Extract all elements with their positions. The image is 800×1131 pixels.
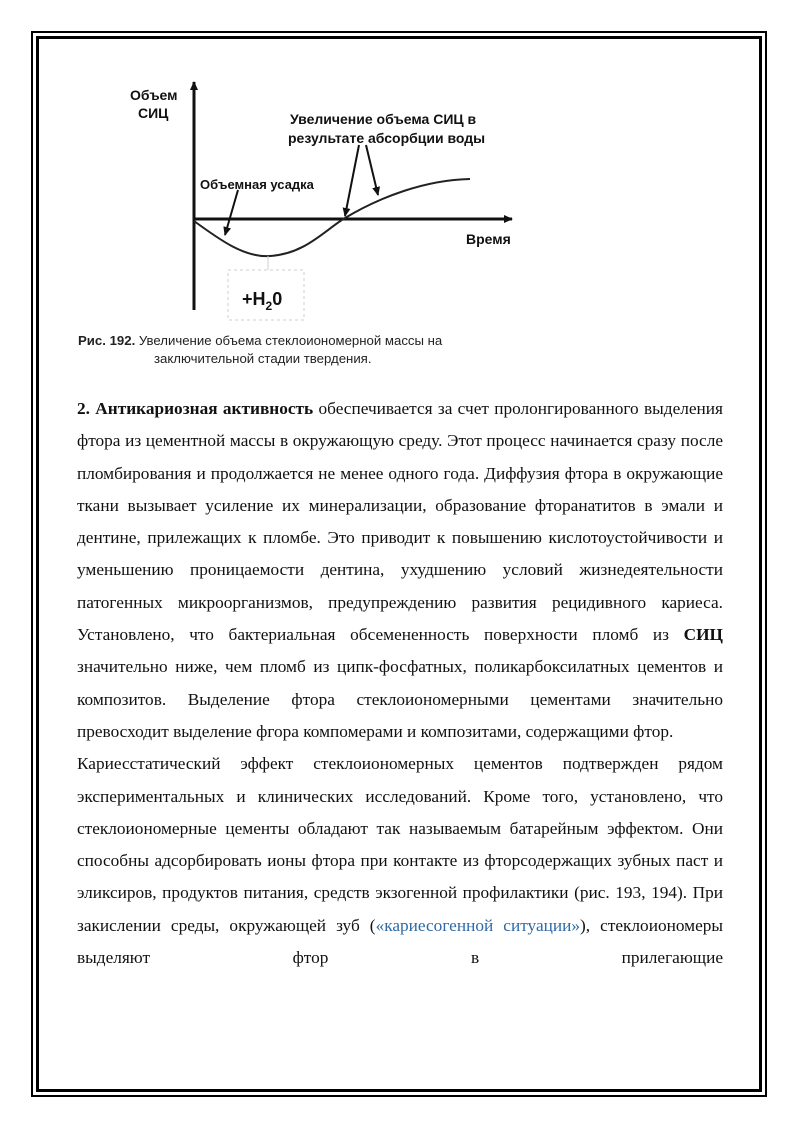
annotation-shrink: Объемная усадка xyxy=(200,177,314,192)
paragraph-heading: 2. Антикариозная активность xyxy=(77,399,314,418)
paragraph-text-part: Кариесстатический эффект стеклоиономерных цементов подтвержден рядом экспериментальных и клинических исследований. Кроме того, установлено, что стеклоиономерные цементы обладают так называемым батарейным эффектом. Они способны адсорбировать ионы фтора при контакте из фторсодержащих зубных паст и эликсиров, продуктов питания, средств экзогенной профилактики (рис. 193, 194). При закислении среды, окружающей зуб ( xyxy=(77,754,723,935)
volume-time-diagram xyxy=(70,70,540,375)
cariesogenic-situation-link[interactable]: «кариесогенной ситуации» xyxy=(375,915,581,935)
water-label: $+H_20$ xyxy=(242,289,283,313)
figure-192 xyxy=(70,70,540,375)
body-text xyxy=(77,393,723,974)
increase-arrow-2 xyxy=(366,145,378,195)
y-axis-label-line2: СИЦ xyxy=(138,105,169,121)
paragraph-anticaries xyxy=(77,393,723,748)
x-axis-label: Время xyxy=(466,231,511,247)
y-axis-label-line1: Объем xyxy=(130,87,178,103)
shrink-arrow xyxy=(225,190,238,235)
siz-term: СИЦ xyxy=(683,625,723,645)
paragraph-text-part: обеспечивается за счет пролонгированного выделения фтора из цементной массы в окружающую среду. Этот процесс начинается сразу после пломбирования и продолжается не менее одного года. Диффузия фтора в окружающие ткани вызывает усиление их минерализации, образование фторанатитов в эмали и дентине, прилежащих к пломбе. Это приводит к повышению кислотоустойчивости и уменьшению проницаемости дентина, ухудшению условий жизнедеятельности патогенных микроорганизмов, предупреждению развития рецидивного кариеса. Установлено, что бактериальная обсемененность поверхности пломб из xyxy=(77,399,723,645)
annotation-increase-line2: результате абсорбции воды xyxy=(288,130,486,146)
figure-caption xyxy=(78,332,538,368)
annotation-increase-line1: Увеличение объема СИЦ в xyxy=(290,111,477,127)
paragraph-text-part: значительно ниже, чем пломб из ципк-фосфатных, поликарбоксилатных цементов и композитов. Выделение фтора стеклоиономерными цементами значительно превосходит выделение фгора компомерами и композитами, содержащими фтор. xyxy=(77,657,723,741)
caption-line1: Увеличение объема стеклоиономерной массы на xyxy=(138,333,443,348)
paragraph-cariesstatic xyxy=(77,748,723,974)
caption-number: Рис. 192. xyxy=(78,333,136,348)
paragraph-text-part: ), стеклоиономеры выделяют фтор в прилегающие xyxy=(77,915,724,968)
increase-arrow-1 xyxy=(345,145,359,216)
caption-line2: заключительной стадии твердения. xyxy=(154,351,372,366)
